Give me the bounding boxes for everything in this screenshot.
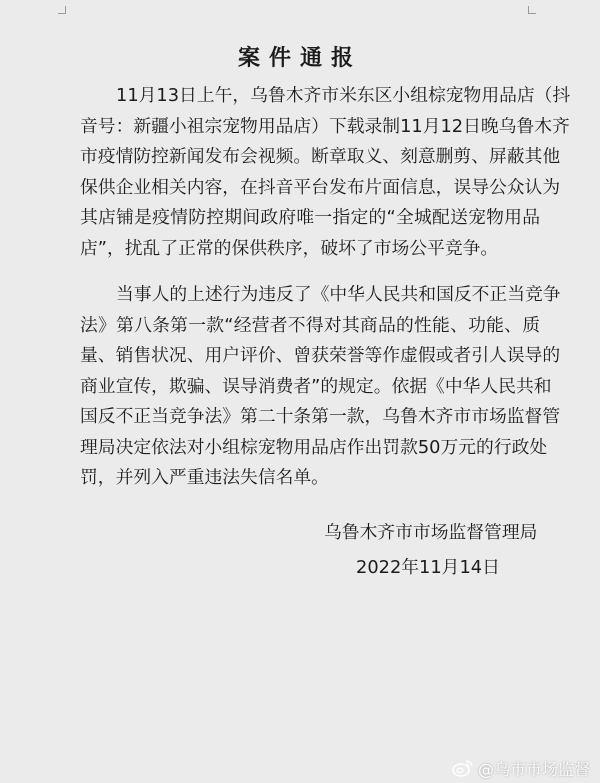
weibo-icon [452, 759, 474, 777]
watermark-text: @乌市市场监督 [478, 759, 591, 779]
paragraph-line: 市疫情防控新闻发布会视频。断章取义、刻意删剪、屏蔽其他 [80, 146, 561, 167]
signature-date: 2022年11月14日 [356, 557, 500, 578]
paragraph-line: 理局决定依法对小组棕宠物用品店作出罚款50万元的行政处 [80, 436, 548, 458]
paragraph-line: 国反不正当竞争法》第二十条第一款，乌鲁木齐市市场监督管 [80, 406, 561, 427]
paragraph-line: 11月13日上午，乌鲁木齐市米东区小组棕宠物用品店（抖 [116, 85, 571, 106]
crop-mark-top-left [58, 6, 66, 14]
paragraph-line: 音号：新疆小祖宗宠物用品店）下载录制11月12日晚乌鲁木齐 [80, 115, 570, 137]
paragraph-1 [80, 81, 571, 264]
paragraph-line: 当事人的上述行为违反了《中华人民共和国反不正当竞争 [116, 284, 561, 305]
document-title: 案件通报 [237, 46, 362, 71]
signature-organization: 乌鲁木齐市市场监督管理局 [324, 522, 538, 543]
paragraph-line: 法》第八条第一款“经营者不得对其商品的性能、功能、质 [80, 314, 540, 336]
paragraph-line: 罚，并列入严重违法失信名单。 [80, 467, 329, 488]
crop-mark-top-right [528, 6, 536, 14]
paragraph-line: 其店铺是疫情防控期间政府唯一指定的“全城配送宠物用品 [80, 207, 540, 228]
paragraph-line: 保供企业相关内容，在抖音平台发布片面信息，误导公众认为 [80, 176, 561, 198]
paragraph-line: 店”，扰乱了正常的保供秩序，破坏了市场公平竞争。 [80, 237, 499, 259]
weibo-watermark [452, 757, 590, 779]
paragraph-line: 量、销售状况、用户评价、曾获荣誉等作虚假或者引人误导的 [80, 345, 561, 366]
paragraph-2 [80, 280, 561, 494]
paragraph-line: 商业宣传，欺骗、误导消费者”的规定。依据《中华人民共和 [80, 375, 552, 397]
